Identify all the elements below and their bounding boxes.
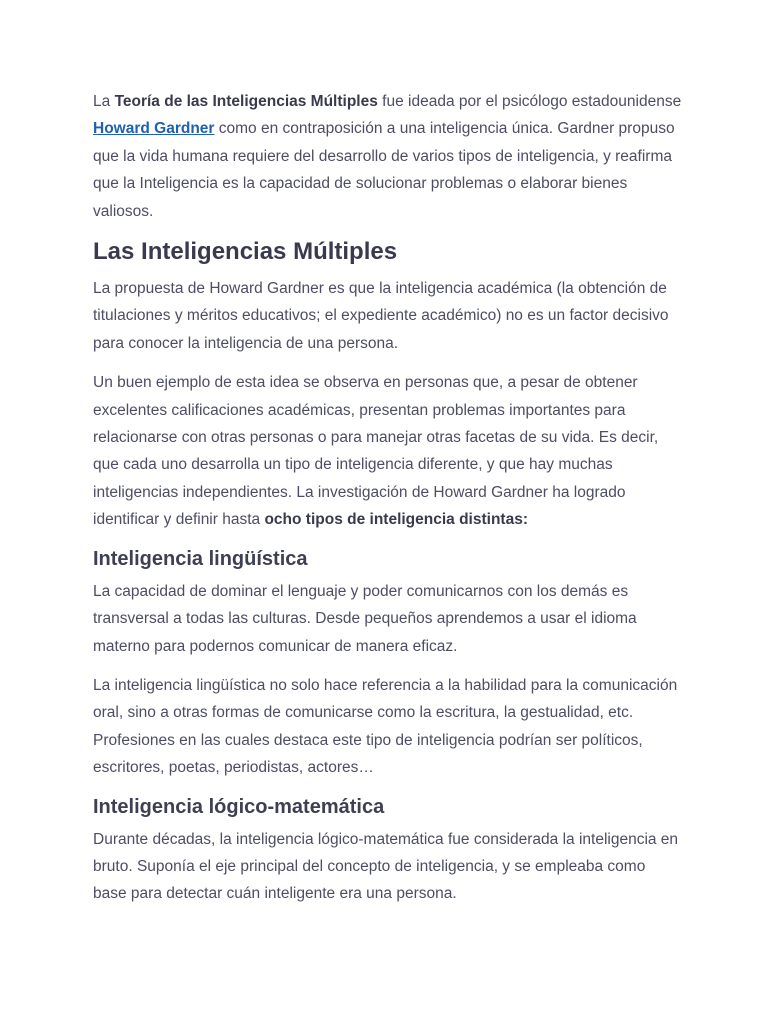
- intro-mid: fue ideada por el psicólogo estadounidense: [377, 93, 682, 110]
- section1-paragraph-2-text: Un buen ejemplo de esta idea se observa en personas que, a pesar de obtener excelentes calificaciones académicas, presentan problemas importantes para relacionarse con otras personas o para manejar otras facetas de su vida. Es decir, que cada uno desarrolla un tipo de inteligencia diferente, y que hay muchas inteligencias independientes. La investigación de Howard Gardner ha logrado identificar y definir hasta: [93, 374, 659, 529]
- section-heading-multiple-intelligences: Las Inteligencias Múltiples: [93, 238, 398, 266]
- section2-paragraph-1: La capacidad de dominar el lenguaje y poder comunicarnos con los demás es transversal a todas las culturas. Desde pequeños aprendemos a usar el idioma materno para podernos comunicar de manera eficaz.: [93, 582, 637, 655]
- section2-paragraph-2: La inteligencia lingüística no solo hace referencia a la habilidad para la comunicación oral, sino a otras formas de comunicarse como la escritura, la gestualidad, etc. Profesiones en las cuales destaca este tipo de inteligencia podrían ser políticos, escritores, poetas, periodistas, actores…: [93, 676, 678, 777]
- article-body: [93, 88, 683, 920]
- section1-paragraph-1: La propuesta de Howard Gardner es que la inteligencia académica (la obtención de titulaciones y méritos educativos; el expediente académico) no es un factor decisivo para conocer la inteligencia de una persona.: [93, 280, 669, 352]
- intro-rest: como en contraposición a una inteligencia única. Gardner propuso que la vida humana requiere del desarrollo de varios tipos de inteligencia, y reafirma que la Inteligencia es la capacidad de solucionar problemas o elaborar bienes valiosos.: [93, 120, 675, 220]
- howard-gardner-link[interactable]: Howard Gardner: [93, 120, 215, 138]
- intro-prefix: La: [93, 93, 115, 110]
- section-heading-logical-mathematical: Inteligencia lógico-matemática: [93, 795, 385, 818]
- theory-name: Teoría de las Inteligencias Múltiples: [114, 93, 378, 110]
- intro-paragraph: [93, 88, 683, 225]
- section-heading-linguistic: Inteligencia lingüística: [93, 547, 308, 570]
- section1-paragraph-2: [93, 369, 683, 533]
- eight-types-emphasis: ocho tipos de inteligencia distintas:: [264, 511, 528, 529]
- section3-paragraph-1: Durante décadas, la inteligencia lógico-matemática fue considerada la inteligencia en bruto. Suponía el eje principal del concepto de inteligencia, y se empleaba como base para detectar cuán inteligente era una persona.: [93, 830, 679, 903]
